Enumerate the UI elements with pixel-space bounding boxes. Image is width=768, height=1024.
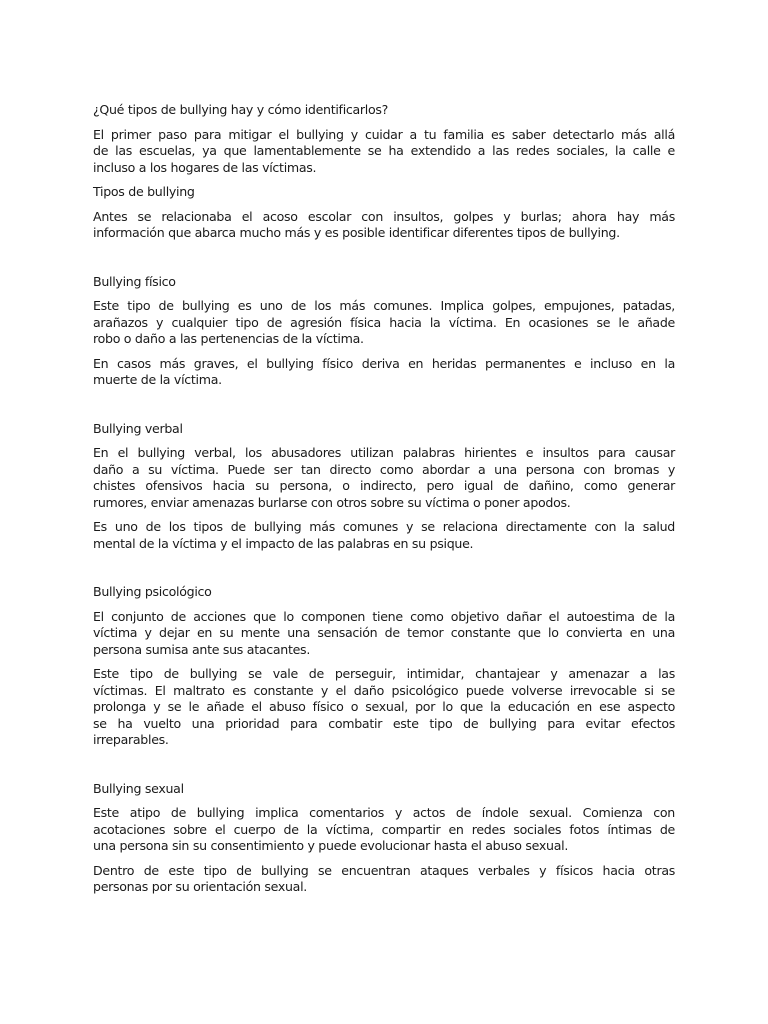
text-line: El primer paso para mitigar el bullying y cuidar a tu familia es saber detectarlo más allá: [93, 126, 675, 142]
text-line: El conjunto de acciones que lo componen tiene como objetivo dañar el autoestima de la: [93, 608, 675, 624]
text-line: daño a su víctima. Puede ser tan directo como abordar a una persona con bromas y: [93, 461, 675, 477]
text-line: chistes ofensivos hacia su persona, o indirecto, pero igual de dañino, como generar: [93, 478, 675, 493]
text-line: una persona sin su consentimiento y puede evolucionar hasta el abuso sexual.: [93, 838, 569, 853]
types-intro-paragraph: [93, 209, 675, 242]
text-line: acotaciones sobre el cuerpo de la víctima, compartir en redes sociales fotos íntimas de: [93, 821, 675, 837]
section-paragraph: [93, 519, 675, 552]
text-line: muerte de la víctima.: [93, 372, 222, 387]
text-line: En el bullying verbal, los abusadores utilizan palabras hirientes e insultos para causar: [93, 445, 675, 460]
section-paragraph: [93, 356, 675, 389]
text-line: Este tipo de bullying es uno de los más comunes. Implica golpes, empujones, patadas,: [93, 298, 675, 313]
section-paragraph: [93, 863, 675, 896]
text-line: robo o daño a las pertenencias de la víctima.: [93, 331, 364, 346]
text-line: información que abarca mucho más y es posible identificar diferentes tipos de bullying.: [93, 225, 620, 240]
text-line: prolonga y se le añade el abuso físico o sexual, por lo que la educación en ese aspecto: [93, 699, 675, 714]
section-heading-psicologico: Bullying psicológico: [93, 584, 212, 599]
text-line: incluso a los hogares de las víctimas.: [93, 159, 317, 175]
text-line: Dentro de este tipo de bullying se encuentran ataques verbales y físicos hacia otras: [93, 862, 675, 878]
text-line: Este atipo de bullying implica comentarios y actos de índole sexual. Comienza con: [93, 805, 675, 820]
text-line: mental de la víctima y el impacto de las palabras en su psique.: [93, 535, 474, 551]
section-paragraph: [93, 609, 675, 659]
text-line: En casos más graves, el bullying físico deriva en heridas permanentes e incluso en la: [93, 355, 675, 371]
text-line: irreparables.: [93, 732, 169, 747]
text-line: Antes se relacionaba el acoso escolar con insultos, golpes y burlas; ahora hay más: [93, 208, 675, 224]
section-paragraph: [93, 666, 675, 749]
section-heading-fisico: Bullying físico: [93, 273, 176, 289]
text-line: rumores, enviar amenazas burlarse con otros sobre su víctima o poner apodos.: [93, 494, 571, 510]
section-heading-sexual: Bullying sexual: [93, 780, 184, 796]
section-paragraph: [93, 298, 675, 348]
text-line: Este tipo de bullying se vale de perseguir, intimidar, chantajear y amenazar a las: [93, 666, 675, 681]
intro-paragraph: [93, 127, 675, 177]
text-line: arañazos y cualquier tipo de agresión física hacia la víctima. En ocasiones se le añade: [93, 314, 675, 330]
text-line: personas por su orientación sexual.: [93, 879, 307, 894]
text-line: se ha vuelto una prioridad para combatir este tipo de bullying para evitar efectos: [93, 715, 675, 731]
document-title: ¿Qué tipos de bullying hay y cómo identificarlos?: [93, 102, 389, 117]
text-line: de las escuelas, ya que lamentablemente se ha extendido a las redes sociales, la calle e: [93, 143, 675, 158]
section-heading-verbal: Bullying verbal: [93, 420, 183, 436]
section-paragraph: [93, 445, 675, 511]
text-line: víctima y dejar en su mente una sensación de temor constante que lo convierta en una: [93, 625, 675, 640]
section-paragraph: [93, 805, 675, 855]
text-line: Es uno de los tipos de bullying más comunes y se relaciona directamente con la salud: [93, 519, 675, 534]
text-line: víctimas. El maltrato es constante y el daño psicológico puede volverse irrevocable si se: [93, 682, 675, 698]
text-line: persona sumisa ante sus atacantes.: [93, 641, 311, 657]
types-heading: Tipos de bullying: [93, 184, 195, 199]
document-page: [93, 102, 675, 904]
